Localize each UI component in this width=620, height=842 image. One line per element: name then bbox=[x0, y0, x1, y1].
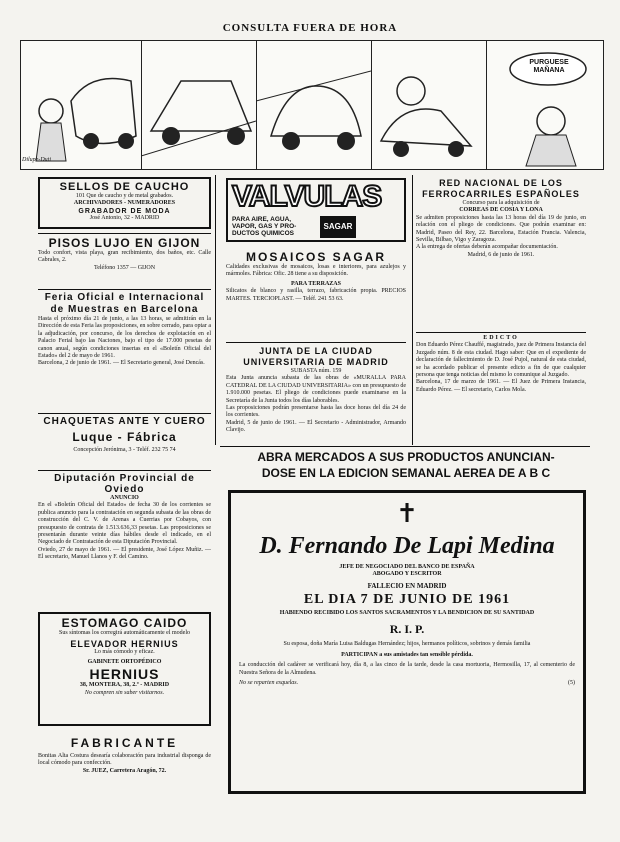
separator bbox=[220, 446, 590, 447]
ad-line: ARCHIVADORES - NUMERADORES bbox=[73, 200, 176, 207]
ad-body: Se admiten proposiciones hasta las 13 horas del día 19 de junio, en relación con el pliego de condiciones. Que podrán examinar en: Madrid, Paseo del Rey, 22. Barcelona, Estación Francia. Valencia, Sevilla, Bilbao, Vigo y Zaragoza. bbox=[416, 214, 586, 244]
ad-feria-barcelona bbox=[38, 292, 211, 410]
ad-body: Todo confort, vista playa, gran recibimiento, dos baños, etc. Calle Cabrales, 2. bbox=[38, 250, 211, 264]
ad-title: Diputación Provincial de Oviedo bbox=[54, 473, 195, 495]
comic-panel-4 bbox=[371, 41, 487, 169]
ad-body: A la entrega de ofertas deberán acompañar documentación. bbox=[416, 244, 558, 251]
ad-line: Lo más cómodo y eficaz. bbox=[94, 649, 155, 656]
ad-edicto bbox=[416, 335, 586, 443]
death-date: EL DIA 7 DE JUNIO DE 1961 bbox=[303, 592, 511, 608]
ad-title: SELLOS DE CAUCHO bbox=[59, 181, 190, 193]
ad-body: Calidades exclusivas de mosaicos, losas e interiores, para azulejos y mármoles. Fábrica: Ofic. 28 tiene a su disposición. bbox=[226, 264, 406, 278]
ad-renfe bbox=[416, 178, 586, 330]
ad-title: JUNTA DE LA CIUDAD UNIVERSITARIA DE MADRID bbox=[243, 346, 389, 367]
reference: (5) bbox=[568, 680, 575, 687]
comic-signature: Dilupe-Duti bbox=[22, 157, 51, 163]
separator bbox=[226, 342, 406, 343]
ad-footer: Barcelona, 17 de marzo de 1961. — El Juez de Primera Instancia, Eduardo Pérez. — El secretario, Carlos Mola. bbox=[416, 379, 586, 393]
ad-line: Sus síntomas los corregirá automáticamente el modelo bbox=[59, 630, 190, 636]
deceased-position: JEFE DE NEGOCIADO DEL BANCO DE ESPAÑA bbox=[339, 564, 475, 570]
cross-icon: ✝ bbox=[396, 499, 418, 528]
ad-line: ELEVADOR HERNIUS bbox=[70, 639, 179, 650]
ad-line: No compren sin saber visitarnos. bbox=[84, 689, 165, 696]
ad-line: José Antonio, 32 - MADRID bbox=[89, 214, 160, 221]
comic-panel-2 bbox=[141, 41, 257, 169]
ad-pisos-lujo bbox=[38, 236, 211, 286]
ad-line: PARA AIRE, AGUA, bbox=[232, 216, 292, 223]
notice: PARTICIPAN a sus amistades tan sensible pérdida. bbox=[341, 652, 473, 659]
comic-drawing-1 bbox=[21, 41, 141, 169]
comic-drawing-2 bbox=[141, 41, 256, 169]
ad-title: CHAQUETAS ANTE Y CUERO bbox=[43, 416, 206, 427]
ad-line: HERNIUS bbox=[89, 666, 160, 683]
banner-line: DOSE EN LA EDICION SEMANAL AEREA DE A B C bbox=[261, 466, 551, 480]
ad-subtitle: SUBASTA núm. 159 bbox=[290, 368, 342, 374]
obituary-footer bbox=[239, 680, 575, 687]
comic-panel-3 bbox=[256, 41, 372, 169]
brand-logo: SAGAR bbox=[320, 216, 356, 238]
ad-body: Silicatos de blanco y rasilla, terrazo, fabricación propia. PRECIOS MARTES. TERCIOPLAST. — Teléf. 241 53 63. bbox=[226, 288, 406, 302]
ad-subtitle: PARA TERRAZAS bbox=[291, 280, 341, 287]
ad-footer: Oviedo, 27 de mayo de 1961. — El presidente, José López Muñiz. — El secretario, Manuel Llanos y F. del Camino. bbox=[38, 546, 211, 561]
ad-title: VALVULAS bbox=[232, 180, 382, 213]
ad-footer: Barcelona, 2 de junio de 1961. — El Secretario general, José Dencás. bbox=[38, 360, 205, 367]
separator bbox=[38, 413, 211, 414]
ad-footer: Sr. JUEZ, Carretera Aragón, 72. bbox=[82, 767, 167, 774]
family: Su esposa, doña María Luisa Baldugas Hernández; hijos, hermanos políticos, sobrinos y demás familia bbox=[283, 640, 531, 647]
separator bbox=[38, 470, 211, 471]
deceased-profession: ABOGADO Y ESCRITOR bbox=[372, 571, 442, 578]
separator bbox=[38, 289, 211, 290]
rites: HABIENDO RECIBIDO LOS SANTOS SACRAMENTOS Y LA BENDICION DE SU SANTIDAD bbox=[279, 610, 535, 617]
separator bbox=[416, 332, 586, 333]
ad-title: EDICTO bbox=[483, 335, 519, 341]
ad-subtitle: ANUNCIO bbox=[110, 495, 139, 501]
ad-body: Bonitas Alta Costura desearía colaboración para industrial disponga de local cómodo para confección. bbox=[38, 753, 211, 767]
death-place: FALLECIO EN MADRID bbox=[367, 581, 447, 590]
comic-strip bbox=[20, 40, 604, 170]
banner-line: ABRA MERCADOS A SUS PRODUCTOS ANUNCIAN- bbox=[257, 450, 555, 464]
ad-fabricante bbox=[38, 736, 211, 808]
ad-line: GRABADOR DE MODA bbox=[78, 207, 171, 215]
ad-diputacion-oviedo bbox=[38, 473, 211, 608]
page-header: CONSULTA FUERA DE HORA bbox=[222, 22, 398, 34]
ad-sellos-caucho bbox=[38, 177, 211, 229]
ad-chaquetas bbox=[38, 416, 211, 468]
ad-footer: Madrid, 5 de junio de 1961. — El Secretario - Administrador, Armando Clavijo. bbox=[226, 419, 406, 434]
ad-item: CORREAS DE COSIA Y LONA bbox=[459, 207, 543, 214]
ad-title: RED NACIONAL DE LOS FERROCARRILES ESPAÑOLES bbox=[422, 178, 580, 199]
ad-valvulas bbox=[226, 178, 406, 242]
ad-line: 101 Que de caucho y de metal grabados. bbox=[75, 193, 174, 199]
ad-title: ESTOMAGO CAIDO bbox=[61, 616, 188, 630]
ad-junta-universitaria bbox=[226, 346, 406, 444]
ad-mosaicos bbox=[226, 250, 406, 340]
obituary bbox=[228, 490, 586, 794]
ad-line: GABINETE ORTOPÉDICO bbox=[87, 658, 162, 665]
ad-body: En el «Boletín Oficial del Estado» de fecha 30 de los corrientes se publica anuncio para la contratación en segunda subasta de las obras de construcción del C. V. de Arenas a Cuerrias por Cobayos, con presupuesto de contrata de 1.513.636,33 pesetas. Las proposiciones se presentarán durante veinte días hábiles desde el indicado, en el Negociado de Contratación de esta Diputación Provincial. bbox=[38, 502, 211, 546]
ad-title: PISOS LUJO EN GIJON bbox=[48, 236, 201, 250]
note: No se reparten esquelas. bbox=[239, 680, 299, 687]
ad-footer: Teléfono 1357 — GIJON bbox=[93, 264, 156, 271]
ad-title: MOSAICOS SAGAR bbox=[245, 250, 386, 264]
ad-body: Don Eduardo Pérez Chauffé, magistrado, juez de Primera Instancia del Juzgado núm. 8 de esta ciudad. Hago saber: Que en el expediente de declaración de fallecimiento de D. José Pujol, natural de esta ciudad, se ha acordado publicar el presente edicto a fin de que cualquier persona que tenga noticias del mismo lo comunique al Juzgado. bbox=[416, 342, 586, 379]
ad-footer: Concepción Jerónima, 3 - Teléf. 232 75 74 bbox=[73, 447, 176, 453]
comic-speech-bubble: PURGUESE MAÑANA bbox=[529, 59, 569, 74]
ad-body: Las proposiciones podrán presentarse hasta las doce horas del día 24 de los corrientes. bbox=[226, 405, 406, 419]
ad-line: VAPOR, GAS Y PRO- bbox=[232, 223, 297, 230]
deceased-name: D. Fernando De Lapi Medina bbox=[259, 533, 555, 559]
procession: La conducción del cadáver se verificará hoy, día 8, a las cinco de la tarde, desde la casa mortuoria, Hermosilla, 17, al cementerio de Nuestra Señora de la Almudena. bbox=[239, 662, 575, 676]
column-divider bbox=[412, 175, 413, 445]
comic-drawing-4 bbox=[371, 41, 486, 169]
rip: R. I. P. bbox=[389, 621, 425, 636]
comic-panel-1 bbox=[21, 41, 142, 169]
ad-line: 38, MONTERA, 38, 2.º - MADRID bbox=[79, 682, 170, 689]
ad-body: Hasta el próximo día 21 de junio, a las 13 horas, se admitirán en la Dirección de esta Feria las proposiciones, en sobre cerrado, para optar a la adjudicación, por concurso, de los derechos de explotación en el Palacio Ferial bajo las Naciones, bajo el tipo de 17.000 pesetas de canon anual, según condiciones insertas en el «Boletín Oficial del Estado» del 2 de mayo de 1961. bbox=[38, 316, 211, 360]
ad-line: DUCTOS QUIMICOS bbox=[232, 230, 294, 237]
separator bbox=[38, 233, 211, 234]
comic-drawing-3 bbox=[256, 41, 371, 169]
ad-intro: Concurso para la adquisición de bbox=[462, 200, 540, 206]
ad-title: FABRICANTE bbox=[70, 736, 179, 750]
ad-body: Esta Junta anuncia subasta de las obras de «MURALLA PARA CATEDRAL DE LA CIUDAD UNIVERSITARIA» con un presupuesto de 1.910.000 pesetas. El pliego de condiciones puede examinarse en la Secretaría de la Junta todos los días laborables. bbox=[226, 375, 406, 404]
ad-footer: Madrid, 6 de junio de 1961. bbox=[467, 251, 535, 258]
comic-panel-5 bbox=[486, 41, 603, 169]
column-divider bbox=[215, 175, 216, 445]
ad-title: Feria Oficial e Internacional de Muestras en Barcelona bbox=[44, 292, 205, 315]
ad-banner-abc bbox=[222, 449, 590, 483]
ad-subtitle: Luque - Fábrica bbox=[72, 430, 177, 444]
ad-estomago-caido bbox=[38, 612, 211, 726]
